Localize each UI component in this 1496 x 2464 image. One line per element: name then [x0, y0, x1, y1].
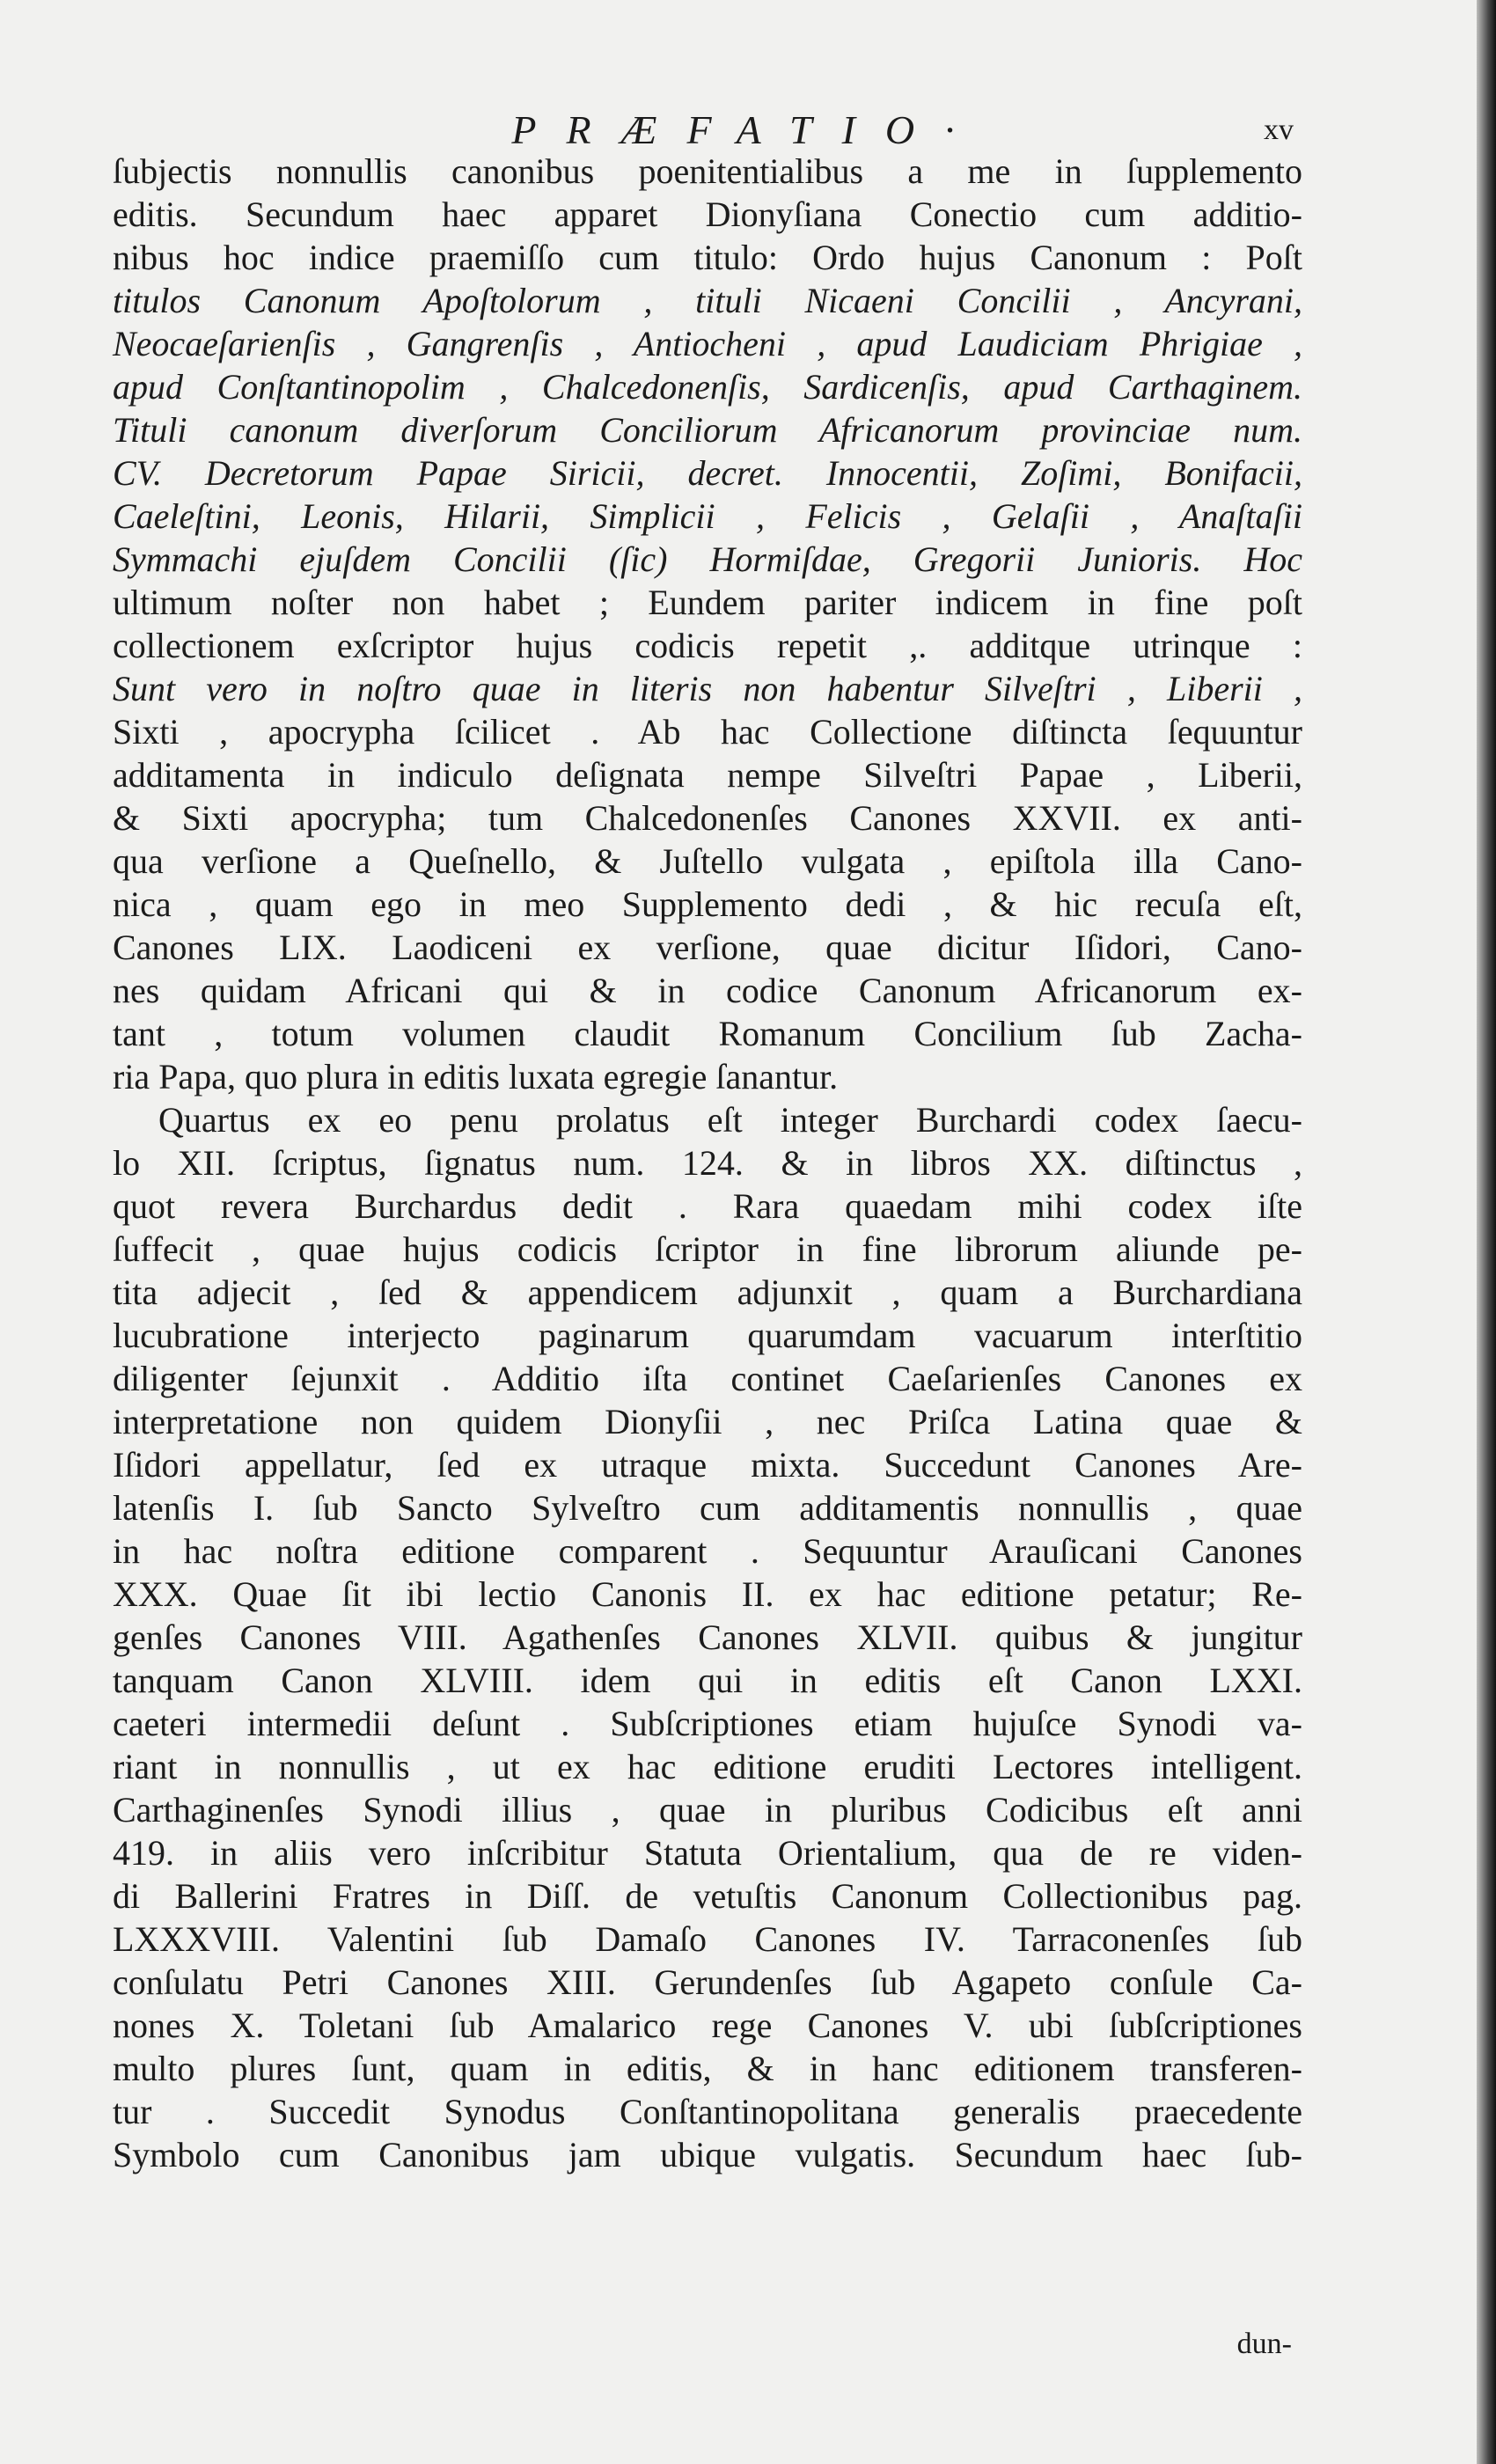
paragraph-2: [113, 1098, 1302, 2176]
text-line: XXX. Quae ſit ibi lectio Canonis II. ex hac editione petatur; Re-: [113, 1574, 1302, 1614]
text-line: Symbolo cum Canonibus jam ubique vulgatis. Secundum haec ſub-: [113, 2135, 1302, 2174]
page-gutter-shadow: [1477, 0, 1496, 2464]
running-title: PRÆFATIO·: [511, 107, 985, 152]
text-line: ultimum noſter non habet ; Eundem pariter indicem in fine poſt: [113, 583, 1302, 622]
text-line: additamenta in indiculo deſignata nempe Silveſtri Papae , Liberii,: [113, 755, 1302, 795]
text-line: & Sixti apocrypha; tum Chalcedonenſes Canones XXVII. ex anti-: [113, 798, 1302, 838]
text-line: lucubratione interjecto paginarum quarumdam vacuarum interſtitio: [113, 1316, 1302, 1355]
text-line: Quartus ex eo penu prolatus eſt integer Burchardi codex ſaecu-: [158, 1100, 1302, 1140]
text-line: diligenter ſejunxit . Additio iſta continet Caeſarienſes Canones ex: [113, 1359, 1302, 1398]
text-line: interpretatione non quidem Dionyſii , nec Priſca Latina quae &: [113, 1402, 1302, 1441]
text-line: tanquam Canon XLVIII. idem qui in editis eſt Canon LXXI.: [113, 1661, 1302, 1700]
text-line: latenſis I. ſub Sancto Sylveſtro cum additamentis nonnullis , quae: [113, 1488, 1302, 1528]
text-line: Neocaeſarienſis , Gangrenſis , Antiocheni , apud Laudiciam Phrigiae ,: [113, 324, 1302, 363]
text-line: editis. Secundum haec apparet Dionyſiana Conectio cum additio-: [113, 194, 1302, 234]
text-line: riant in nonnullis , ut ex hac editione eruditi Lectores intelligent.: [113, 1747, 1302, 1786]
text-line: ſuffecit , quae hujus codicis ſcriptor in fine librorum aliunde pe-: [113, 1229, 1302, 1269]
text-line: qua verſione a Queſnello, & Juſtello vulgata , epiſtola illa Cano-: [113, 841, 1302, 881]
text-line: ria Papa, quo plura in editis luxata egregie ſanantur.: [113, 1057, 839, 1096]
text-line: tant , totum volumen claudit Romanum Concilium ſub Zacha-: [113, 1014, 1302, 1053]
page-number: xv: [1264, 114, 1294, 146]
text-line: quot revera Burchardus dedit . Rara quaedam mihi codex iſte: [113, 1186, 1302, 1226]
catchword: dun-: [1236, 2328, 1292, 2360]
body-text: [113, 150, 1302, 2176]
text-line: Canones LIX. Laodiceni ex verſione, quae dicitur Iſidori, Cano-: [113, 928, 1302, 967]
text-line: nes quidam Africani qui & in codice Canonum Africanorum ex-: [113, 971, 1302, 1010]
text-line: apud Conſtantinopolim , Chalcedonenſis, Sardicenſis, apud Carthaginem.: [113, 367, 1302, 407]
text-line: Tituli canonum diverſorum Conciliorum Africanorum provinciae num.: [113, 410, 1302, 450]
text-line: lo XII. ſcriptus, ſignatus num. 124. & in libros XX. diſtinctus ,: [113, 1143, 1302, 1183]
text-line: nones X. Toletani ſub Amalarico rege Canones V. ubi ſubſcriptiones: [113, 2006, 1302, 2045]
text-line: in hac noſtra editione comparent . Sequuntur Arauſicani Canones: [113, 1531, 1302, 1571]
text-line: genſes Canones VIII. Agathenſes Canones XLVII. quibus & jungitur: [113, 1617, 1302, 1657]
text-line: caeteri intermedii deſunt . Subſcriptiones etiam hujuſce Synodi va-: [113, 1704, 1302, 1743]
text-line: Sixti , apocrypha ſcilicet . Ab hac Collectione diſtincta ſequuntur: [113, 712, 1302, 752]
text-line: tur . Succedit Synodus Conſtantinopolitana generalis praecedente: [113, 2092, 1302, 2131]
paragraph-1: [113, 150, 1302, 1098]
text-line: Sunt vero in noſtro quae in literis non habentur Silveſtri , Liberii ,: [113, 669, 1302, 708]
text-line: tita adjecit , ſed & appendicem adjunxit , quam a Burchardiana: [113, 1272, 1302, 1312]
text-line: 419. in aliis vero inſcribitur Statuta Orientalium, qua de re viden-: [113, 1833, 1302, 1873]
text-line: di Ballerini Fratres in Diſſ. de vetuſtis Canonum Collectionibus pag.: [113, 1876, 1302, 1916]
text-line: nibus hoc indice praemiſſo cum titulo: Ordo hujus Canonum : Poſt: [113, 238, 1302, 277]
running-head: [0, 104, 1496, 157]
text-line: LXXXVIII. Valentini ſub Damaſo Canones IV. Tarraconenſes ſub: [113, 1919, 1302, 1959]
text-line: nica , quam ego in meo Supplemento dedi , & hic recuſa eſt,: [113, 884, 1302, 924]
text-line: collectionem exſcriptor hujus codicis repetit ,. additque utrinque :: [113, 626, 1302, 665]
text-line: Caeleſtini, Leonis, Hilarii, Simplicii , Felicis , Gelaſii , Anaſtaſii: [113, 496, 1302, 536]
text-line: Symmachi ejuſdem Concilii (ſic) Hormiſdae, Gregorii Junioris. Hoc: [113, 539, 1302, 579]
text-line: conſulatu Petri Canones XIII. Gerundenſes ſub Agapeto conſule Ca-: [113, 1962, 1302, 2002]
text-line: Carthaginenſes Synodi illius , quae in pluribus Codicibus eſt anni: [113, 1790, 1302, 1830]
text-line: ſubjectis nonnullis canonibus poenitentialibus a me in ſupplemento: [113, 151, 1302, 191]
text-line: CV. Decretorum Papae Siricii, decret. Innocentii, Zoſimi, Bonifacii,: [113, 453, 1302, 493]
text-line: multo plures ſunt, quam in editis, & in hanc editionem transferen-: [113, 2049, 1302, 2088]
text-line: Iſidori appellatur, ſed ex utraque mixta. Succedunt Canones Are-: [113, 1445, 1302, 1485]
text-line: titulos Canonum Apoſtolorum , tituli Nicaeni Concilii , Ancyrani,: [113, 281, 1302, 320]
